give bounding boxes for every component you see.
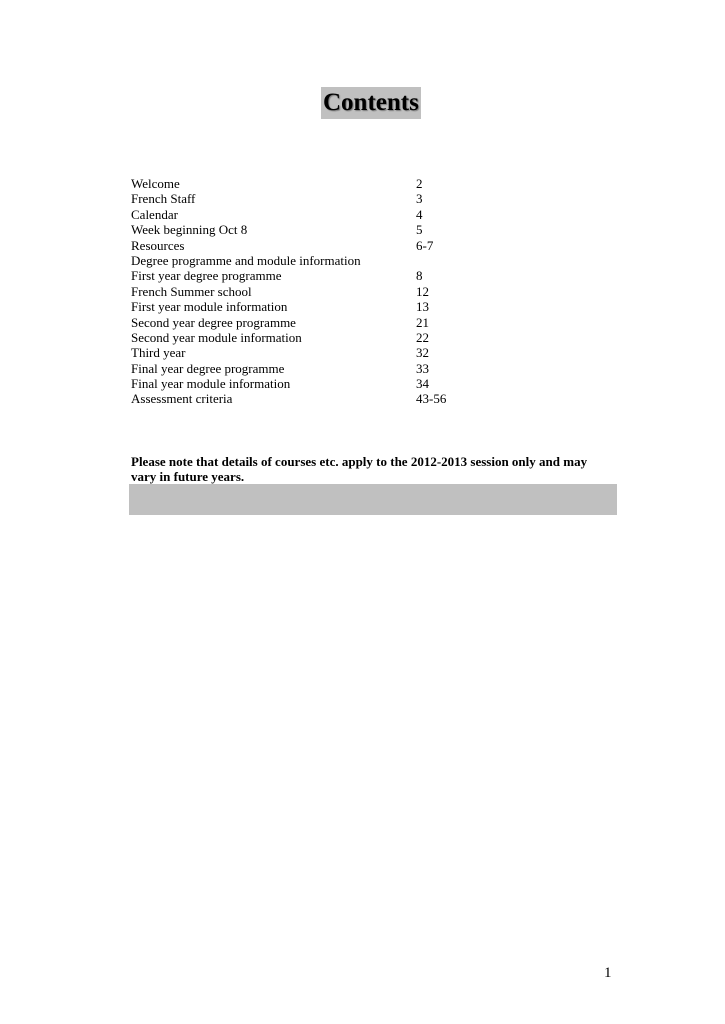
toc-entry-page: 12 [416, 283, 429, 299]
toc-entry-page: 21 [416, 314, 429, 330]
toc-entry-label: Final year degree programme [131, 360, 285, 376]
toc-entry-first-year-degree [131, 268, 471, 283]
toc-entry-page: 8 [416, 268, 423, 284]
toc-entry-final-year-module [131, 376, 471, 391]
highlight-bar [129, 484, 617, 515]
toc-entry-label: Week beginning Oct 8 [131, 222, 248, 238]
toc-entry-first-year-module [131, 299, 471, 314]
toc-entry-page: 4 [416, 206, 423, 222]
toc-entry-page: 22 [416, 329, 429, 345]
toc-entry-label: French Summer school [131, 283, 252, 299]
toc-entry-label: Welcome [131, 176, 180, 191]
toc-entry-label: Third year [131, 345, 186, 361]
toc-entry-label: Final year module information [131, 376, 291, 392]
toc-entry-page: 5 [416, 222, 423, 238]
toc-entry-page: 3 [416, 191, 423, 207]
table-of-contents [131, 176, 471, 407]
toc-entry-page: 43-56 [416, 391, 447, 407]
toc-entry-degree-programme-heading [131, 253, 471, 268]
toc-entry-page: 6-7 [416, 237, 434, 253]
toc-entry-label: Degree programme and module information [131, 252, 361, 268]
toc-entry-page: 32 [416, 345, 429, 361]
toc-entry-final-year-degree [131, 361, 471, 376]
page-title: Contents [321, 87, 421, 119]
toc-entry-page: 33 [416, 360, 429, 376]
toc-entry-page: 34 [416, 376, 429, 392]
toc-entry-label: Second year module information [131, 329, 302, 345]
toc-entry-assessment-criteria [131, 391, 471, 406]
session-note: Please note that details of courses etc. apply to the 2012-2013 session only and may vary in future years. [131, 454, 588, 485]
toc-entry-label: Calendar [131, 206, 178, 222]
toc-entry-label: First year degree programme [131, 268, 282, 284]
toc-entry-welcome [131, 176, 471, 191]
toc-entry-resources [131, 238, 471, 253]
toc-entry-second-year-module [131, 330, 471, 345]
toc-entry-third-year [131, 345, 471, 360]
toc-entry-page: 13 [416, 299, 429, 315]
toc-entry-calendar [131, 207, 471, 222]
toc-entry-page: 2 [416, 176, 423, 191]
toc-entry-label: Resources [131, 237, 185, 253]
toc-entry-label: Assessment criteria [131, 391, 233, 407]
toc-entry-week-beginning [131, 222, 471, 237]
toc-entry-label: Second year degree programme [131, 314, 296, 330]
toc-entry-french-staff [131, 191, 471, 206]
page-number: 1 [604, 965, 612, 981]
toc-entry-second-year-degree [131, 315, 471, 330]
toc-entry-summer-school [131, 284, 471, 299]
toc-entry-label: First year module information [131, 299, 288, 315]
toc-entry-label: French Staff [131, 191, 196, 207]
